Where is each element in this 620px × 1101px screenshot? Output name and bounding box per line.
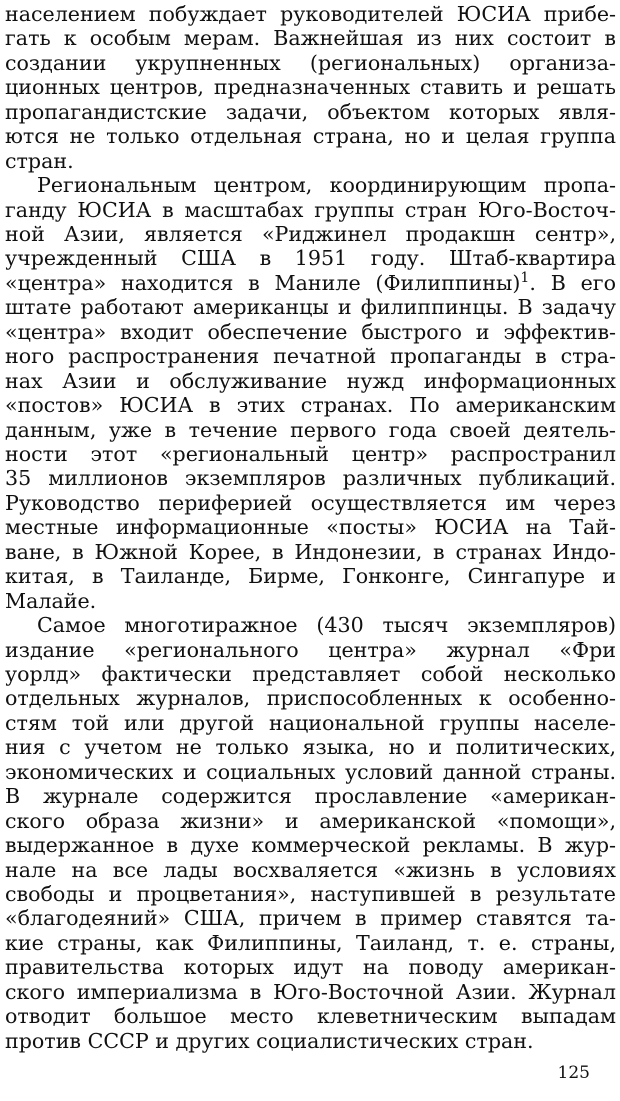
text-line: издание «регионального центра» журнал «Фри bbox=[5, 637, 616, 662]
text-line: «центра» входит обеспечение быстрого и эффектив- bbox=[5, 319, 616, 344]
text-line: китая, в Таиланде, Бирме, Гонконге, Сингапуре и bbox=[5, 564, 616, 589]
text-line: выдержанное в духе коммерческой рекламы. В жур- bbox=[5, 833, 616, 857]
text-segment: . В его bbox=[529, 270, 616, 295]
text-line: против СССР и других социалистических стран. bbox=[5, 1028, 534, 1053]
text-line: «благодеяний» США, причем в пример ставятся та- bbox=[5, 906, 616, 931]
text-line: Руководство периферией осуществляется им через bbox=[5, 490, 616, 515]
text-line: ганду ЮСИА в масштабах группы стран Юго-Восточ- bbox=[5, 197, 616, 222]
text-line: 35 миллионов экземпляров различных публикаций. bbox=[5, 466, 616, 491]
text-line: экономических и социальных условий данной страны. bbox=[5, 759, 616, 784]
text-line: местные информационные «посты» ЮСИА на Тай- bbox=[5, 515, 616, 540]
text-line: Региональным центром, координирующим пропа- bbox=[37, 173, 616, 198]
text-line: В журнале содержится прославление «американ- bbox=[5, 784, 616, 809]
text-line: Малайе. bbox=[5, 588, 97, 613]
text-line: ния с учетом не только языка, но и политических, bbox=[5, 735, 616, 760]
text-line: ются не только отдельная страна, но и целая группа bbox=[5, 124, 616, 149]
page-number: 125 bbox=[557, 1063, 590, 1083]
text-line: нале на все лады восхваляется «жизнь в условиях bbox=[5, 857, 616, 882]
text-line: ционных центров, предназначенных ставить и решать bbox=[5, 75, 616, 100]
text-line: ване, в Южной Корее, в Индонезии, в странах Индо- bbox=[5, 539, 616, 564]
text-line: ного распространения печатной пропаганды в стра- bbox=[5, 344, 616, 369]
text-line: ского образа жизни» и американской «помощи», bbox=[5, 808, 616, 833]
text-line: отдельных журналов, приспособленных к особенно- bbox=[5, 686, 616, 711]
text-line: учрежденный США в 1951 году. Штаб-квартира bbox=[5, 246, 616, 271]
text-line bbox=[5, 271, 616, 295]
text-line: «постов» ЮСИА в этих странах. По американским bbox=[5, 393, 616, 418]
footnote-reference: 1 bbox=[520, 270, 530, 287]
text-segment: «центра» находится в Маниле (Филиппины) bbox=[5, 270, 521, 295]
text-line: уорлд» фактически представляет собой несколько bbox=[5, 661, 616, 686]
text-line: свободы и процветания», наступившей в результате bbox=[5, 881, 616, 906]
text-line: стран. bbox=[5, 148, 74, 173]
text-line: Самое многотиражное (430 тысяч экземпляров) bbox=[37, 613, 616, 637]
text-line: населением побуждает руководителей ЮСИА прибе- bbox=[5, 2, 616, 26]
text-line: пропагандистские задачи, объектом которых явля- bbox=[5, 99, 616, 124]
text-line: ского империализма в Юго-Восточной Азии. Журнал bbox=[5, 979, 616, 1004]
text-line: кие страны, как Филиппины, Таиланд, т. е. страны, bbox=[5, 930, 616, 955]
text-line: данным, уже в течение первого года своей деятель- bbox=[5, 417, 616, 442]
text-line: нах Азии и обслуживание нужд информационных bbox=[5, 368, 616, 393]
text-line: гать к особым мерам. Важнейшая из них состоит в bbox=[5, 26, 616, 51]
text-line: ной Азии, является «Риджинел продакшн сентр», bbox=[5, 222, 616, 246]
text-line: правительства которых идут на поводу американ- bbox=[5, 955, 616, 980]
text-line: ности этот «региональный центр» распространил bbox=[5, 442, 616, 466]
text-line: стям той или другой национальной группы населе- bbox=[5, 710, 616, 735]
text-line: штате работают американцы и филиппинцы. В задачу bbox=[5, 295, 616, 320]
text-line: отводит большое место клеветническим выпадам bbox=[5, 1004, 616, 1029]
text-line: создании укрупненных (региональных) организа- bbox=[5, 50, 616, 75]
book-page bbox=[5, 0, 616, 1101]
